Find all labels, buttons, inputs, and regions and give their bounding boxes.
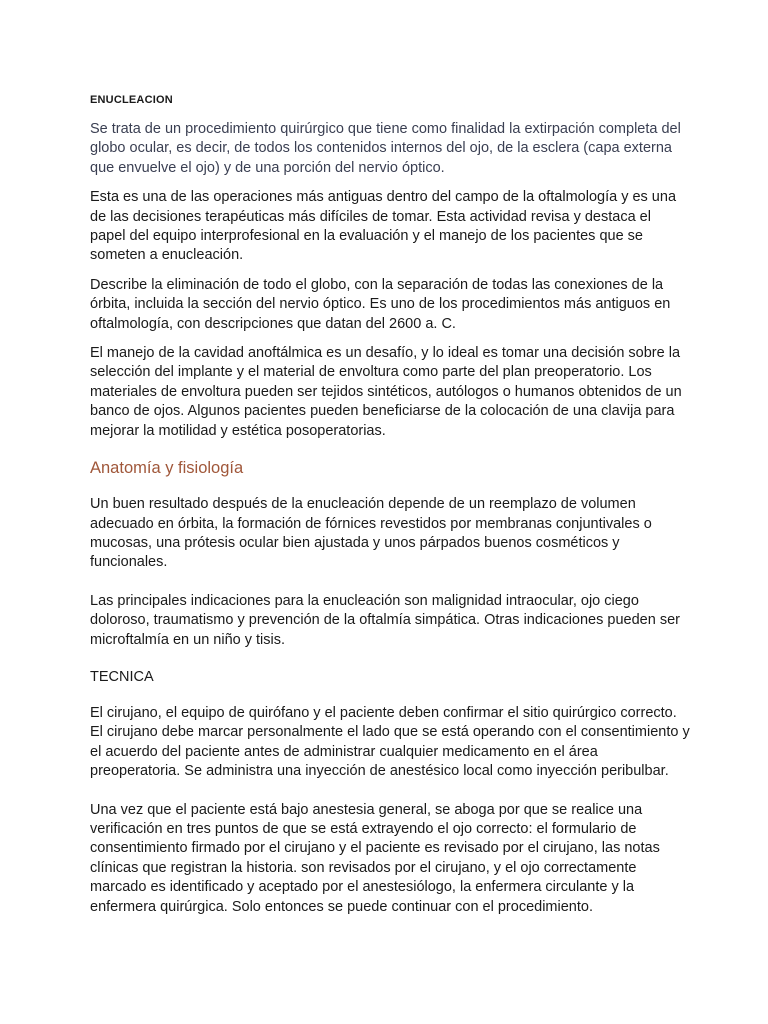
document-title: ENUCLEACION bbox=[90, 94, 173, 106]
paragraph-indications: Las principales indicaciones para la enucleación son malignidad intraocular, ojo ciego doloroso, traumatismo y prevención de la oftalmía simpática. Otras indicaciones pueden ser microftalmía en un niño y tisis. bbox=[90, 592, 680, 648]
paragraph-history: Esta es una de las operaciones más antiguas dentro del campo de la oftalmología y es una de las decisiones terapéuticas más difíciles de tomar. Esta actividad revisa y destaca el papel del equipo interprofesional en la evaluación y el manejo de los pacientes que se someten a enucleación. bbox=[90, 189, 677, 264]
intro-paragraph: Se trata de un procedimiento quirúrgico que tiene como finalidad la extirpación completa del globo ocular, es decir, de todos los contenidos internos del ojo, de la esclera (capa externa que envuelve el ojo) y de una porción del nervio óptico. bbox=[90, 121, 681, 176]
document-content bbox=[90, 94, 690, 917]
paragraph-verification: Una vez que el paciente está bajo anestesia general, se aboga por que se realice una verificación en tres puntos de que se está extrayendo el ojo correcto: el formulario de consentimiento firmado por el cirujano y el paciente es revisado por el cirujano, las notas clínicas que registran la historia. son revisados por el cirujano, y el ojo correctamente marcado es identificado y aceptado por el anestesiólogo, la enfermera circulante y la enfermera quirúrgica. Solo entonces se puede continuar con el procedimiento. bbox=[90, 801, 660, 915]
paragraph-surgical-site: El cirujano, el equipo de quirófano y el paciente deben confirmar el sitio quirúrgico correcto. El cirujano debe marcar personalmente el lado que se está operando con el consentimiento y el acuerdo del paciente antes de administrar cualquier medicamento en el área preoperatoria. Se administra una inyección de anestésico local como inyección peribulbar. bbox=[90, 704, 690, 780]
paragraph-anophthalmic-cavity: El manejo de la cavidad anoftálmica es un desafío, y lo ideal es tomar una decisión sobre la selección del implante y el material de envoltura como parte del plan preoperatorio. Los materiales de envoltura pueden ser tejidos sintéticos, autólogos o humanos obtenidos de un banco de ojos. Algunos pacientes pueden beneficiarse de la colocación de una clavija para mejorar la motilidad y estética posoperatorias. bbox=[90, 345, 682, 439]
paragraph-outcome: Un buen resultado después de la enucleación depende de un reemplazo de volumen adecuado en órbita, la formación de fórnices revestidos por membranas conjuntivales o mucosas, una prótesis ocular bien ajustada y unos párpados buenos cosméticos y funcionales. bbox=[90, 496, 652, 571]
paragraph-description: Describe la eliminación de todo el globo, con la separación de todas las conexiones de la órbita, incluida la sección del nervio óptico. Es uno de los procedimientos más antiguos en oftalmología, con descripciones que datan del 2600 a. C. bbox=[90, 276, 671, 332]
section-heading-anatomy: Anatomía y fisiología bbox=[90, 459, 244, 478]
sub-heading-technique: TECNICA bbox=[90, 668, 154, 685]
